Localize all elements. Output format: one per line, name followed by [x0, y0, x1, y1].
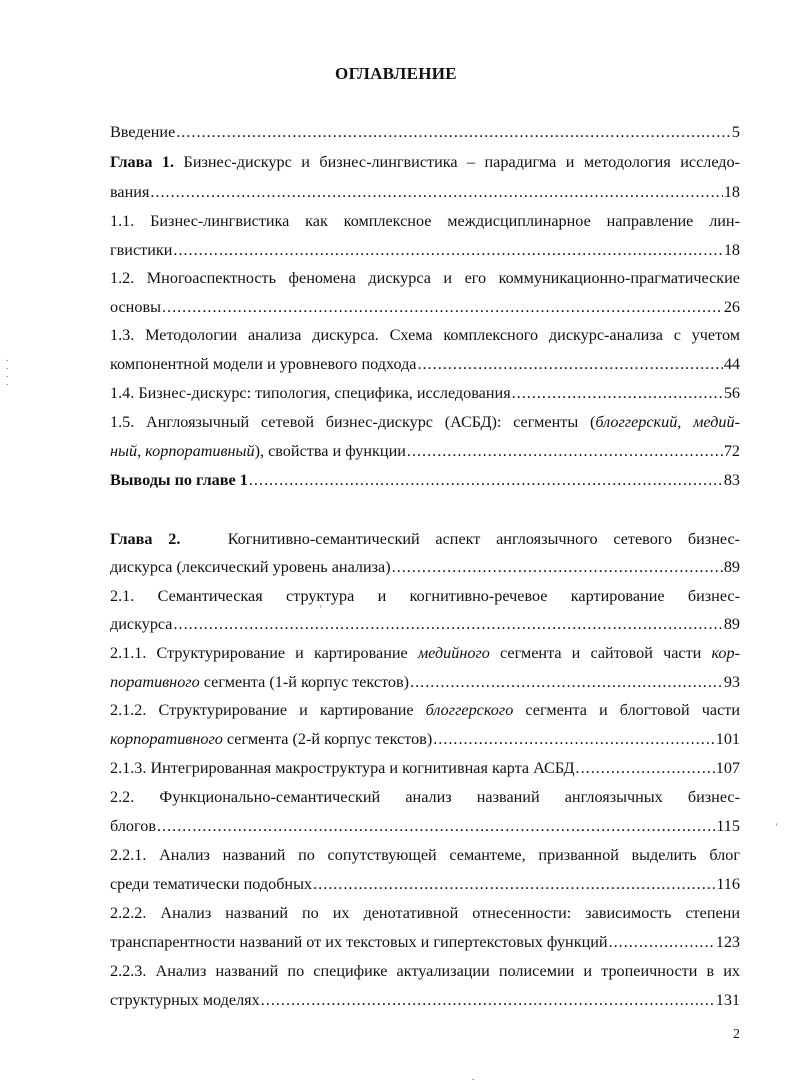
toc-leader: [162, 296, 723, 318]
scan-speck: ': [776, 822, 778, 832]
page-title: ОГЛАВЛЕНИЕ: [335, 64, 457, 83]
toc-entry-1-4[interactable]: [110, 382, 740, 404]
toc-entry-title: 2.2.2. Анализ названий по их денотативной отнесенности: зависимость степени: [110, 904, 740, 922]
toc-entry-title: 1.2. Многоаспектность феномена дискурса и его коммуникационно-прагматические: [110, 269, 740, 287]
toc-entry-title-italic: медийного: [417, 644, 490, 662]
toc-leader: [407, 440, 723, 462]
toc-entry-intro[interactable]: [110, 121, 740, 143]
toc-page-number: 101: [715, 730, 740, 748]
toc-entry-2-2-1-cont[interactable]: [110, 873, 740, 895]
toc-page-number: 5: [731, 123, 740, 141]
toc-page-number: 18: [723, 183, 740, 201]
toc-entry-2-1-1[interactable]: [110, 642, 740, 664]
toc-chapter-label: Глава 2.: [110, 530, 181, 548]
toc-entry-title: Выводы по главе 1: [110, 471, 248, 489]
toc-entry-title: Введение: [110, 123, 176, 141]
toc-entry-title: Бизнес-дискурс и бизнес-лингвистика – парадигма и методология исследо-: [183, 153, 740, 171]
toc-leader: [150, 181, 722, 203]
toc-entry-1-1-cont[interactable]: [110, 239, 740, 261]
toc-page-number: 116: [716, 875, 740, 893]
toc-entry-title-italic: поративного: [110, 673, 200, 691]
toc-entry-2-2[interactable]: [110, 786, 740, 808]
toc-page-number: 18: [723, 241, 740, 259]
toc-page-number: 83: [723, 471, 740, 489]
toc-page-number: 44: [723, 355, 740, 373]
toc-entry-title-italic: кор-: [711, 644, 740, 662]
toc-entry-2-1-3[interactable]: [110, 757, 740, 779]
toc-entry-title-italic: ный, корпоративный: [110, 442, 255, 460]
toc-entry-title: блогов: [110, 817, 156, 835]
toc-page-number: 115: [716, 817, 740, 835]
toc-entry-2-1-cont[interactable]: [110, 613, 740, 635]
toc-entry-title: 1.3. Методологии анализа дискурса. Схема комплексного дискурс-анализа с учетом: [110, 326, 740, 344]
toc-entry-title: 2.1. Семантическая структура и когнитивно-речевое картирование бизнес-: [110, 587, 740, 605]
toc-entry-title: сегмента (1-й корпус текстов): [199, 673, 410, 691]
toc-entry-title-italic: блоггерского: [425, 701, 514, 719]
toc-entry-1-2[interactable]: [110, 267, 740, 289]
toc-entry-title: дискурса: [110, 615, 173, 633]
toc-entry-title: основы: [110, 298, 161, 316]
toc-entry-1-5[interactable]: [110, 411, 740, 433]
toc-entry-2-1-1-cont[interactable]: [110, 671, 740, 693]
toc-page-number: 26: [723, 298, 740, 316]
toc-entry-title: гвистики: [110, 241, 173, 259]
toc-entry-conclusions-1[interactable]: [110, 469, 740, 491]
toc-entry-2-1-2[interactable]: [110, 699, 740, 721]
toc-entry-ch2-cont[interactable]: [110, 556, 740, 578]
toc-entry-title-italic: блоггерский, медий-: [595, 413, 740, 431]
toc-entry-2-2-3[interactable]: [110, 960, 740, 982]
toc-entry-ch1-cont[interactable]: [110, 181, 740, 203]
toc-page-number: 72: [723, 442, 740, 460]
toc-entry-2-2-3-cont[interactable]: [110, 989, 740, 1011]
toc-leader: [173, 239, 722, 261]
toc-page-number: 89: [723, 558, 740, 576]
toc-entry-title: Когнитивно-семантический аспект англоязычного сетевого бизнес-: [227, 530, 740, 548]
page-number: 2: [733, 1027, 740, 1042]
toc-entry-1-5-cont[interactable]: [110, 440, 740, 462]
toc-entry-1-3-cont[interactable]: [110, 353, 740, 375]
toc-leader: [433, 728, 715, 750]
toc-entry-title: 2.1.1. Структурирование и картирование: [110, 644, 418, 662]
toc-entry-title: транспарентности названий от их текстовых и гипертекстовых функций: [110, 933, 608, 951]
toc-page-number: 131: [715, 991, 740, 1009]
toc-entry-2-2-2-cont[interactable]: [110, 931, 740, 953]
margin-marks: . . . .: [6, 353, 9, 387]
toc-page-number: 89: [723, 615, 740, 633]
toc-page-number: 56: [723, 384, 740, 402]
toc-entry-title: среди тематически подобных: [110, 875, 313, 893]
toc-entry-title-italic: корпоративного: [110, 730, 223, 748]
toc-entry-title: 1.5. Англоязычный сетевой бизнес-дискурс (АСБД): сегменты (: [110, 413, 596, 431]
toc-leader: [261, 989, 715, 1011]
toc-entry-title: ), свойства и функции: [254, 442, 406, 460]
toc-leader: [576, 757, 715, 779]
toc-chapter-label: Глава 1.: [110, 153, 175, 171]
toc-leader: [418, 353, 723, 375]
toc-entry-1-3[interactable]: [110, 324, 740, 346]
toc-page-number: 123: [715, 933, 740, 951]
toc-entry-title: дискурса (лексический уровень анализа): [110, 558, 391, 576]
toc-leader: [392, 556, 723, 578]
scan-speck: ': [320, 604, 322, 614]
toc-entry-title: компонентной модели и уровневого подхода: [110, 355, 417, 373]
scan-speck: .: [472, 1072, 475, 1082]
toc-entry-ch1[interactable]: [110, 151, 740, 173]
toc-entry-2-2-2[interactable]: [110, 902, 740, 924]
toc-leader: [609, 931, 715, 953]
toc-entry-ch2[interactable]: [110, 528, 740, 550]
toc-entry-1-1[interactable]: [110, 210, 740, 232]
toc-leader: [410, 671, 723, 693]
toc-entry-2-2-1[interactable]: [110, 844, 740, 866]
toc-page-number: 93: [723, 673, 740, 691]
toc-entry-2-2-cont[interactable]: [110, 815, 740, 837]
toc-leader: [157, 815, 715, 837]
toc-leader: [173, 613, 722, 635]
toc-leader: [512, 382, 723, 404]
toc-entry-title: вания: [110, 183, 150, 201]
toc-page-number: 107: [715, 759, 740, 777]
toc-entry-title: сегмента (2-й корпус текстов): [222, 730, 433, 748]
toc-entry-1-2-cont[interactable]: [110, 296, 740, 318]
toc-entry-title: 1.1. Бизнес-лингвистика как комплексное междисциплинарное направление лин-: [110, 212, 740, 230]
toc-leader: [249, 469, 723, 491]
toc-entry-title: 2.1.2. Структурирование и картирование: [110, 701, 426, 719]
toc-entry-title: 2.2.1. Анализ названий по сопутствующей семантеме, призванной выделить блог: [110, 846, 740, 864]
toc-entry-title: 1.4. Бизнес-дискурс: типология, специфика, исследования: [110, 384, 511, 402]
toc-entry-title: 2.2.3. Анализ названий по специфике актуализации полисемии и тропеичности в их: [110, 962, 740, 980]
toc-entry-title: 2.2. Функционально-семантический анализ названий англоязычных бизнес-: [110, 788, 740, 806]
toc-entry-title: сегмента и блогтовой части: [513, 701, 740, 719]
toc-entry-title: 2.1.3. Интегрированная макроструктура и когнитивная карта АСБД: [110, 759, 575, 777]
toc-leader: [313, 873, 715, 895]
toc-entry-2-1[interactable]: [110, 585, 740, 607]
toc-entry-title: сегмента и сайтовой части: [489, 644, 712, 662]
toc-entry-2-1-2-cont[interactable]: [110, 728, 740, 750]
toc-leader: [176, 121, 731, 143]
toc-entry-title: структурных моделях: [110, 991, 260, 1009]
